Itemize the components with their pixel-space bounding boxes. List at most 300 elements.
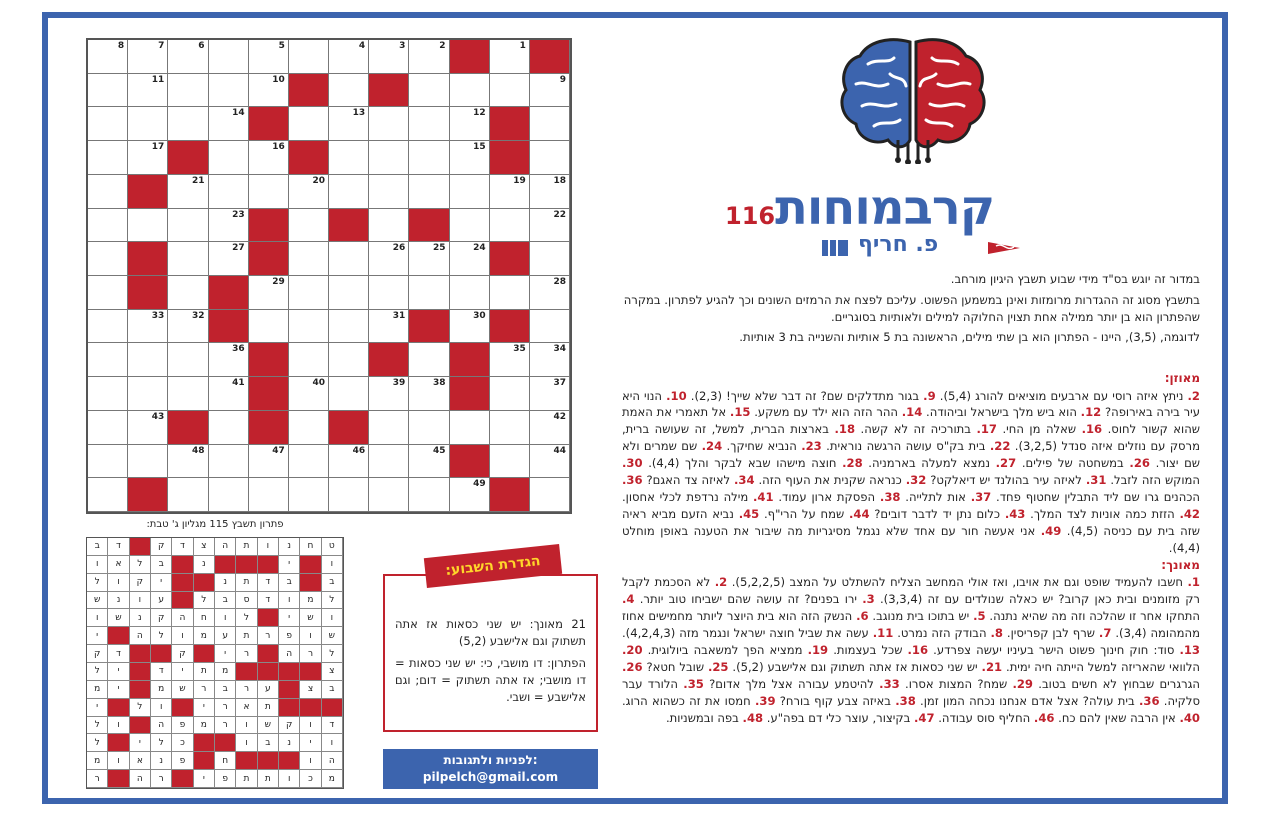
- solution-cell: מ: [87, 752, 108, 770]
- clue-num: 22.: [989, 439, 1011, 454]
- crossword-cell[interactable]: [329, 445, 369, 479]
- crossword-cell[interactable]: [450, 411, 490, 445]
- crossword-cell[interactable]: [530, 175, 570, 209]
- crossword-cell[interactable]: [168, 478, 208, 512]
- brain-logo-icon: [838, 34, 988, 164]
- crossword-cell[interactable]: [249, 141, 289, 175]
- solution-cell: ת: [258, 699, 279, 717]
- solution-cell: מ: [300, 592, 321, 610]
- clue-num: 20.: [622, 642, 643, 657]
- solution-cell: ב: [215, 681, 236, 699]
- crossword-cell[interactable]: [88, 209, 128, 243]
- crossword-cell[interactable]: [249, 40, 289, 74]
- solution-cell: ל: [151, 734, 172, 752]
- crossword-cell[interactable]: [530, 141, 570, 175]
- solution-black-cell: [300, 699, 321, 717]
- solution-cell: ד: [108, 538, 129, 556]
- crossword-cell[interactable]: [329, 141, 369, 175]
- crossword-cell[interactable]: [530, 242, 570, 276]
- crossword-cell[interactable]: [168, 175, 208, 209]
- crossword-cell[interactable]: [88, 242, 128, 276]
- solution-cell: ו: [322, 556, 343, 574]
- crossword-cell[interactable]: [409, 411, 449, 445]
- solution-cell: ב: [151, 556, 172, 574]
- crossword-cell[interactable]: [209, 107, 249, 141]
- crossword-cell[interactable]: [530, 276, 570, 310]
- crossword-cell[interactable]: [369, 242, 409, 276]
- clue-number: 3: [399, 41, 406, 51]
- black-cell: [209, 276, 249, 310]
- solution-cell: ד: [322, 717, 343, 735]
- crossword-cell[interactable]: [289, 310, 329, 344]
- solution-cell: ל: [87, 663, 108, 681]
- crossword-cell[interactable]: [490, 411, 530, 445]
- clue-text: אני אעשה חור עם אחד שלא נגמל מסיגריות מה שיבור את הטענה באופן מוחלט (4,4).: [622, 523, 1200, 555]
- crossword-cell[interactable]: [450, 74, 490, 108]
- solution-black-cell: [108, 734, 129, 752]
- solution-black-cell: [172, 556, 193, 574]
- black-cell: [329, 411, 369, 445]
- solution-cell: ס: [236, 592, 257, 610]
- clue-text: חוצה מישהו שבא לבקר והלך (4,4).: [642, 456, 843, 471]
- solution-cell: מ: [194, 627, 215, 645]
- crossword-cell[interactable]: [490, 74, 530, 108]
- crossword-cell[interactable]: [329, 242, 369, 276]
- solution-cell: ח: [194, 609, 215, 627]
- solution-cell: ר: [258, 627, 279, 645]
- crossword-cell[interactable]: [168, 40, 208, 74]
- solution-cell: ש: [258, 717, 279, 735]
- crossword-cell[interactable]: [168, 343, 208, 377]
- clue-number: 1: [519, 41, 526, 51]
- clue-num: 45.: [738, 506, 760, 521]
- solution-title: פתרון תשבץ 115 מגליון ג' טבת:: [146, 519, 284, 530]
- crossword-cell[interactable]: [128, 445, 168, 479]
- crossword-cell[interactable]: [369, 310, 409, 344]
- crossword-cell[interactable]: [128, 411, 168, 445]
- crossword-cell[interactable]: [168, 242, 208, 276]
- solution-cell: ו: [172, 627, 193, 645]
- black-cell: [168, 141, 208, 175]
- solution-cell: ר: [151, 770, 172, 788]
- clue-text: שמח על הרי"ף.: [759, 506, 849, 521]
- black-cell: [369, 343, 409, 377]
- clue-num: 37.: [970, 490, 992, 505]
- crossword-cell[interactable]: [450, 310, 490, 344]
- crossword-cell[interactable]: [289, 377, 329, 411]
- crossword-cell[interactable]: [289, 478, 329, 512]
- crossword-cell[interactable]: [369, 478, 409, 512]
- solution-black-cell: [300, 556, 321, 574]
- solution-cell: ח: [300, 538, 321, 556]
- crossword-cell[interactable]: [369, 377, 409, 411]
- crossword-cell[interactable]: [289, 242, 329, 276]
- clue-num: 26.: [1129, 456, 1150, 471]
- crossword-cell[interactable]: [409, 445, 449, 479]
- solution-black-cell: [194, 734, 215, 752]
- clue-number: 29: [272, 277, 285, 287]
- crossword-cell[interactable]: [409, 377, 449, 411]
- clue-num: 32.: [905, 473, 927, 488]
- clue-number: 12: [473, 108, 486, 119]
- crossword-cell[interactable]: [249, 310, 289, 344]
- clue-text: במשחטה של פילים.: [1016, 456, 1130, 471]
- crossword-cell[interactable]: [88, 175, 128, 209]
- crossword-cell[interactable]: [209, 377, 249, 411]
- clue-text: באיזה צבע קוף בורח?: [775, 693, 896, 708]
- clue-number: 47: [272, 445, 285, 456]
- clue-number: 22: [553, 209, 566, 220]
- crossword-cell[interactable]: [409, 74, 449, 108]
- clue-number: 42: [553, 411, 566, 422]
- crossword-cell[interactable]: [409, 276, 449, 310]
- black-cell: [128, 478, 168, 512]
- solution-black-cell: [236, 752, 257, 770]
- crossword-cell[interactable]: [530, 377, 570, 411]
- riddle-answer: הפתרון: דו מושבי, כי: יש שני כסאות = דו מושבי; אז אתה תשתוק = דום; וגם אלישבע = ושבי.: [395, 656, 586, 704]
- solution-cell: ב: [258, 734, 279, 752]
- solution-cell: ו: [108, 574, 129, 592]
- crossword-cell[interactable]: [88, 411, 128, 445]
- clue-text: הגרגרים שבחוץ לא חשים בטוב.: [1032, 676, 1200, 691]
- solution-cell: צ: [300, 681, 321, 699]
- crossword-cell[interactable]: [128, 310, 168, 344]
- solution-cell: ב: [322, 681, 343, 699]
- solution-black-cell: [258, 752, 279, 770]
- clue-text: עשה את שביל חוצה ישראל ונגמר מזה (4,2,4,3).: [622, 626, 873, 641]
- crossword-cell[interactable]: [128, 74, 168, 108]
- clue-text: אות לתלייה.: [900, 490, 971, 505]
- solution-cell: ה: [151, 717, 172, 735]
- crossword-cell[interactable]: [88, 40, 128, 74]
- crossword-cell[interactable]: [289, 445, 329, 479]
- crossword-cell[interactable]: [289, 276, 329, 310]
- crossword-cell[interactable]: [249, 175, 289, 209]
- clue-num: 16.: [1081, 422, 1103, 437]
- solution-cell: י: [151, 574, 172, 592]
- crossword-cell[interactable]: [369, 141, 409, 175]
- black-cell: [289, 74, 329, 108]
- clue-num: 31.: [1085, 473, 1107, 488]
- crossword-cell[interactable]: [209, 175, 249, 209]
- crossword-cell[interactable]: [490, 276, 530, 310]
- clue-num: 23.: [801, 439, 822, 454]
- clue-num: 26.: [622, 659, 643, 674]
- crossword-cell[interactable]: [329, 40, 369, 74]
- clue-number: 41: [232, 378, 245, 389]
- crossword-cell[interactable]: [530, 478, 570, 512]
- clue-num: 5.: [973, 609, 986, 624]
- crossword-cell[interactable]: [289, 343, 329, 377]
- solution-cell: ר: [300, 645, 321, 663]
- crossword-cell[interactable]: [490, 377, 530, 411]
- crossword-cell[interactable]: [249, 445, 289, 479]
- clue-num: 38.: [879, 490, 901, 505]
- clue-num: 44.: [848, 506, 870, 521]
- clue-text: סוד: חוק חינוך פשוט הישר בעיניו יעשה צפרדע.: [928, 642, 1180, 657]
- black-cell: [249, 242, 289, 276]
- crossword-cell[interactable]: [450, 209, 490, 243]
- crossword-cell[interactable]: [329, 175, 369, 209]
- crossword-cell[interactable]: [289, 107, 329, 141]
- crossword-cell[interactable]: [329, 343, 369, 377]
- crossword-cell[interactable]: [209, 141, 249, 175]
- solution-cell: צ: [322, 663, 343, 681]
- crossword-cell[interactable]: [530, 411, 570, 445]
- crossword-cell[interactable]: [450, 478, 490, 512]
- crossword-cell[interactable]: [369, 175, 409, 209]
- crossword-cell[interactable]: [209, 242, 249, 276]
- solution-cell: ת: [236, 538, 257, 556]
- solution-cell: ו: [300, 627, 321, 645]
- solution-cell: נ: [130, 609, 151, 627]
- solution-cell: פ: [279, 627, 300, 645]
- solution-cell: ח: [215, 752, 236, 770]
- clue-number: 35: [513, 344, 526, 355]
- clue-number: 34: [553, 344, 566, 355]
- clue-number: 19: [513, 175, 526, 186]
- crossword-cell[interactable]: [209, 209, 249, 243]
- solution-black-cell: [279, 699, 300, 717]
- solution-cell: ו: [87, 609, 108, 627]
- crossword-cell[interactable]: [450, 107, 490, 141]
- solution-cell: נ: [108, 592, 129, 610]
- crossword-cell[interactable]: [289, 175, 329, 209]
- riddle-clue: 21 מאונך: יש שני כסאות אז אתה תשתוק וגם אלישבע (5,2): [395, 617, 586, 648]
- crossword-cell[interactable]: [168, 310, 208, 344]
- solution-cell: ד: [172, 538, 193, 556]
- crossword-cell[interactable]: [168, 74, 208, 108]
- crossword-cell[interactable]: [209, 411, 249, 445]
- clue-num: 35.: [683, 676, 704, 691]
- clue-num: 21.: [981, 659, 1003, 674]
- solution-cell: ק: [172, 645, 193, 663]
- crossword-cell[interactable]: [369, 40, 409, 74]
- crossword-cell[interactable]: [409, 175, 449, 209]
- solution-cell: א: [130, 752, 151, 770]
- crossword-cell[interactable]: [128, 377, 168, 411]
- crossword-cell[interactable]: [450, 141, 490, 175]
- clue-number: 13: [352, 108, 366, 119]
- crossword-cell[interactable]: [88, 377, 128, 411]
- crossword-cell[interactable]: [369, 209, 409, 243]
- clue-num: 8.: [990, 626, 1003, 641]
- clue-text: הלוואי שהאריזה למשל הייתה חיה ימית.: [1002, 659, 1200, 674]
- riddle-banner: הגדרת השבוע:: [424, 544, 562, 588]
- crossword-cell[interactable]: [329, 310, 369, 344]
- crossword-cell[interactable]: [490, 175, 530, 209]
- clue-number: 9: [559, 74, 566, 85]
- clue-text: בקיצור, עוצר כלי דם בפה"ע.: [763, 710, 914, 725]
- solution-black-cell: [279, 663, 300, 681]
- black-cell: [450, 445, 490, 479]
- crossword-cell[interactable]: [128, 343, 168, 377]
- crossword-cell[interactable]: [209, 40, 249, 74]
- crossword-cell[interactable]: [530, 343, 570, 377]
- crossword-cell[interactable]: [88, 478, 128, 512]
- clue-num: 36.: [622, 473, 643, 488]
- solution-cell: ו: [322, 609, 343, 627]
- crossword-cell[interactable]: [450, 175, 490, 209]
- clue-number: 32: [191, 310, 205, 321]
- solution-cell: ל: [130, 699, 151, 717]
- crossword-cell[interactable]: [409, 40, 449, 74]
- crossword-cell[interactable]: [168, 445, 208, 479]
- crossword-cell[interactable]: [530, 209, 570, 243]
- crossword-cell[interactable]: [88, 343, 128, 377]
- solution-cell: ד: [108, 645, 129, 663]
- crossword-cell[interactable]: [209, 74, 249, 108]
- clue-number: 33: [151, 310, 165, 321]
- solution-black-cell: [322, 699, 343, 717]
- clue-number: 44: [553, 445, 566, 456]
- crossword-cell[interactable]: [530, 310, 570, 344]
- crossword-cell[interactable]: [128, 107, 168, 141]
- crossword-cell[interactable]: [249, 276, 289, 310]
- solution-cell: ק: [130, 574, 151, 592]
- clue-text: התחקו אחר זו שהלכה וזה מה שהיא נתנה.: [985, 609, 1200, 624]
- solution-cell: י: [279, 609, 300, 627]
- crossword-cell[interactable]: [289, 411, 329, 445]
- solution-cell: ר: [87, 770, 108, 788]
- crossword-cell[interactable]: [530, 107, 570, 141]
- crossword-cell[interactable]: [289, 40, 329, 74]
- clue-num: 12.: [1080, 405, 1102, 420]
- crossword-cell[interactable]: [329, 377, 369, 411]
- crossword-cell[interactable]: [329, 107, 369, 141]
- crossword-cell[interactable]: [168, 107, 208, 141]
- clue-text: כלום נתן יד לדבר דובים?: [869, 506, 1005, 521]
- solution-black-cell: [236, 663, 257, 681]
- solution-cell: מ: [322, 770, 343, 788]
- solution-black-cell: [258, 645, 279, 663]
- crossword-cell[interactable]: [209, 343, 249, 377]
- clue-num: 40.: [1179, 710, 1200, 725]
- contact-email[interactable]: pilpelch@gmail.com: [422, 770, 559, 784]
- clue-number: 7: [158, 41, 165, 51]
- clue-number: 30: [473, 310, 486, 321]
- crossword-cell[interactable]: [249, 478, 289, 512]
- crossword-cell[interactable]: [168, 276, 208, 310]
- crossword-cell[interactable]: [329, 276, 369, 310]
- crossword-cell[interactable]: [88, 310, 128, 344]
- crossword-cell[interactable]: [369, 276, 409, 310]
- crossword-cell[interactable]: [329, 74, 369, 108]
- solution-cell: ל: [130, 556, 151, 574]
- solution-black-cell: [258, 663, 279, 681]
- solution-cell: י: [194, 770, 215, 788]
- solution-cell: ל: [322, 645, 343, 663]
- clue-text: בית עולה? אצל אדם אנחנו נכחה המון זמן.: [915, 693, 1139, 708]
- crossword-cell[interactable]: [209, 445, 249, 479]
- solution-cell: י: [215, 645, 236, 663]
- black-cell: [128, 276, 168, 310]
- crossword-cell[interactable]: [289, 209, 329, 243]
- black-cell: [369, 74, 409, 108]
- clue-text: בפה ובמשניות.: [666, 710, 743, 725]
- crossword-cell[interactable]: [168, 209, 208, 243]
- crossword-cell[interactable]: [409, 107, 449, 141]
- crossword-cell[interactable]: [128, 209, 168, 243]
- crossword-cell[interactable]: [88, 141, 128, 175]
- crossword-cell[interactable]: [209, 478, 249, 512]
- solution-black-cell: [194, 574, 215, 592]
- solution-black-cell: [258, 556, 279, 574]
- clue-text: בתורכיה זה לא קשה.: [855, 422, 977, 437]
- solution-cell: ל: [87, 734, 108, 752]
- solution-cell: ר: [215, 717, 236, 735]
- solution-cell: ת: [258, 770, 279, 788]
- solution-cell: נ: [279, 538, 300, 556]
- crossword-cell[interactable]: [128, 141, 168, 175]
- crossword-cell[interactable]: [450, 242, 490, 276]
- crossword-cell[interactable]: [490, 40, 530, 74]
- crossword-cell[interactable]: [409, 141, 449, 175]
- clue-num: 3.: [862, 592, 875, 607]
- solution-cell: ה: [172, 609, 193, 627]
- clue-number: 10: [272, 74, 285, 85]
- crossword-cell[interactable]: [88, 276, 128, 310]
- across-clues: [622, 388, 1200, 557]
- crossword-cell[interactable]: [369, 411, 409, 445]
- solution-black-cell: [194, 752, 215, 770]
- clue-text: שאלה מן החי.: [997, 422, 1082, 437]
- crossword-cell[interactable]: [369, 107, 409, 141]
- solution-cell: מ: [194, 717, 215, 735]
- clue-num: 6.: [856, 609, 869, 624]
- crossword-cell[interactable]: [249, 74, 289, 108]
- crossword-cell[interactable]: [369, 445, 409, 479]
- clue-num: 2.: [714, 575, 728, 590]
- clue-num: 36.: [1138, 693, 1160, 708]
- solution-cell: ד: [258, 592, 279, 610]
- crossword-cell[interactable]: [450, 276, 490, 310]
- crossword-cell[interactable]: [530, 74, 570, 108]
- crossword-cell[interactable]: [490, 209, 530, 243]
- solution-cell: ו: [300, 752, 321, 770]
- crossword-cell[interactable]: [409, 242, 449, 276]
- solution-cell: ש: [108, 609, 129, 627]
- crossword-cell[interactable]: [409, 478, 449, 512]
- solution-cell: ו: [300, 717, 321, 735]
- clue-number: 11: [151, 74, 165, 85]
- clue-text: אין הרבה שאין להם כח.: [1054, 710, 1180, 725]
- clue-text: בארצות הברית, למשל, זה שעושה ברית, מרסק עם נוזלים איזה סנדל (3,2,5).: [622, 422, 1200, 454]
- crossword-cell[interactable]: [490, 445, 530, 479]
- crossword-cell[interactable]: [530, 445, 570, 479]
- clue-text: כנראה שקנית את העוף הזה.: [754, 473, 906, 488]
- crossword-cell[interactable]: [88, 445, 128, 479]
- crossword-cell[interactable]: [490, 343, 530, 377]
- solution-cell: ר: [236, 681, 257, 699]
- solution-cell: ד: [258, 574, 279, 592]
- solution-cell: י: [87, 699, 108, 717]
- crossword-cell[interactable]: [168, 377, 208, 411]
- solution-cell: ב: [322, 574, 343, 592]
- crossword-cell[interactable]: [329, 478, 369, 512]
- crossword-cell[interactable]: [88, 107, 128, 141]
- author-name: פ. חריף: [858, 232, 939, 257]
- down-clues: [622, 574, 1200, 726]
- solution-cell: מ: [151, 681, 172, 699]
- crossword-cell[interactable]: [128, 40, 168, 74]
- crossword-cell[interactable]: [409, 343, 449, 377]
- crossword-grid: [86, 38, 572, 514]
- clue-number: 2: [439, 41, 446, 51]
- crossword-cell[interactable]: [88, 74, 128, 108]
- solution-cell: י: [279, 556, 300, 574]
- solution-cell: ר: [236, 645, 257, 663]
